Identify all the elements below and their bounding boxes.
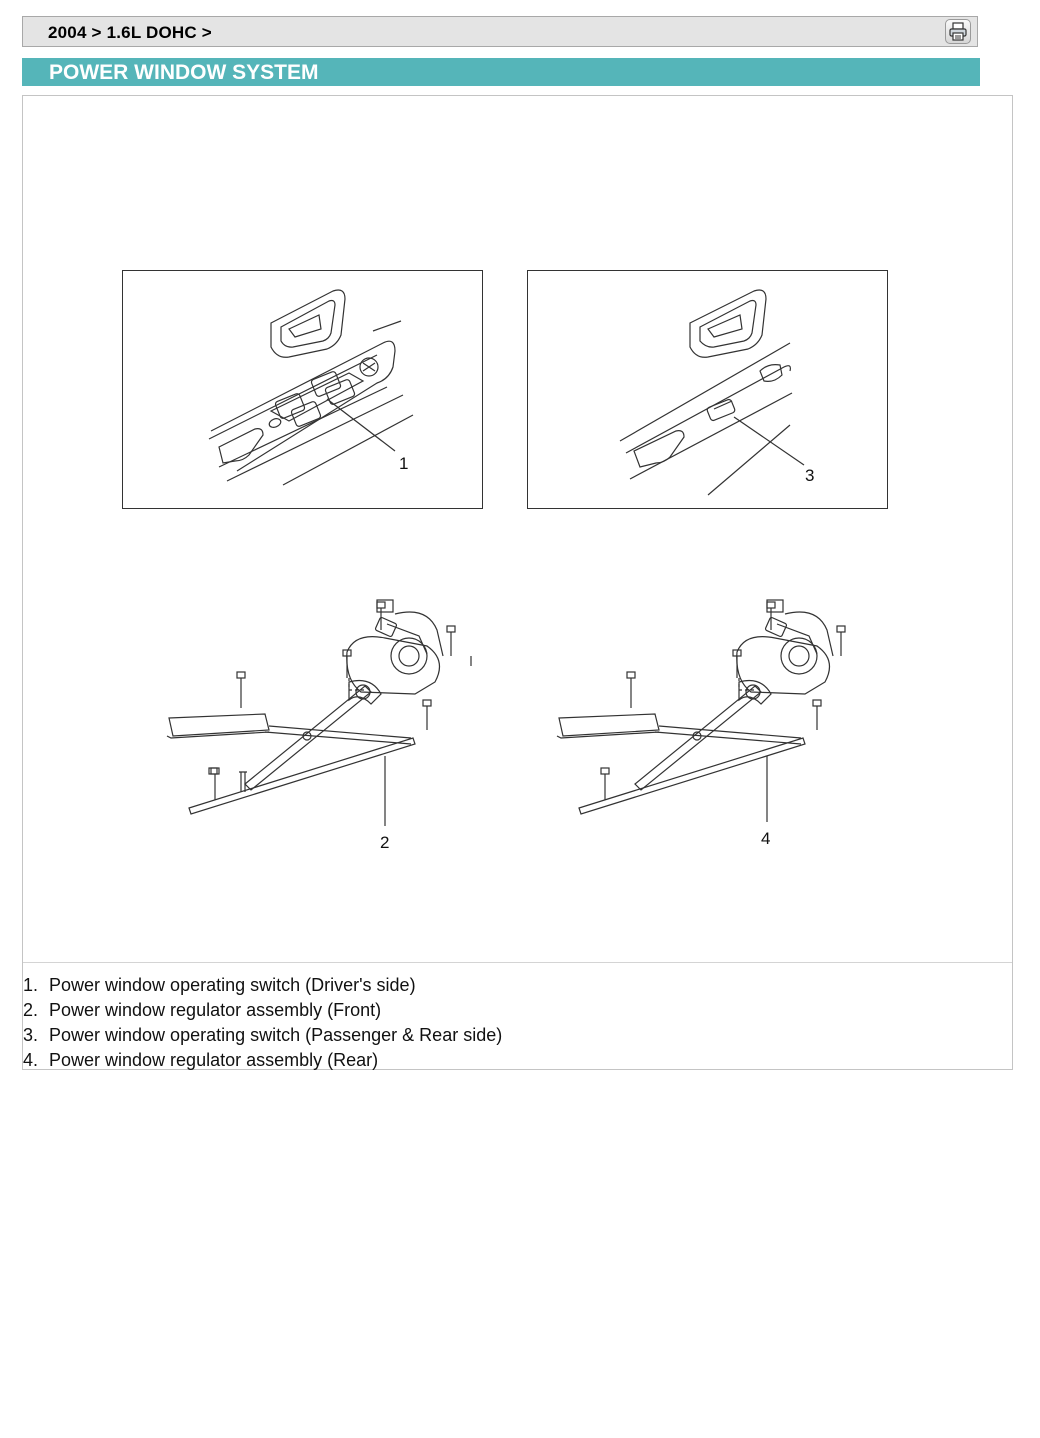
callout-2: 2 — [380, 833, 390, 852]
legend-item: 2. Power window regulator assembly (Front) — [23, 1000, 382, 1020]
legend-item: 1. Power window operating switch (Driver's side) — [23, 975, 416, 995]
callout-3: 3 — [805, 466, 815, 485]
driver-switch-panel — [122, 270, 483, 509]
bolt-icons — [601, 602, 845, 800]
callout-1: 1 — [399, 454, 409, 473]
figure-area — [23, 96, 1012, 963]
breadcrumb[interactable]: 2004 > 1.6L DOHC > — [48, 23, 212, 42]
passenger-switch-panel — [527, 270, 888, 509]
page-title: POWER WINDOW SYSTEM — [49, 61, 319, 84]
callout-4: 4 — [761, 829, 771, 848]
driver-switch-illustration — [123, 271, 481, 507]
content-box — [22, 95, 1013, 1070]
breadcrumb-bar — [22, 16, 978, 47]
print-button[interactable] — [945, 19, 971, 44]
rear-regulator-illustration — [555, 596, 885, 856]
legend-item: 4. Power window regulator assembly (Rear) — [23, 1050, 379, 1070]
legend-item: 3. Power window operating switch (Passenger & Rear side) — [23, 1025, 503, 1045]
legend-list — [23, 973, 502, 1073]
passenger-switch-illustration — [528, 271, 886, 507]
front-regulator-illustration — [165, 596, 495, 856]
title-bar — [22, 58, 980, 86]
printer-icon — [949, 22, 967, 41]
